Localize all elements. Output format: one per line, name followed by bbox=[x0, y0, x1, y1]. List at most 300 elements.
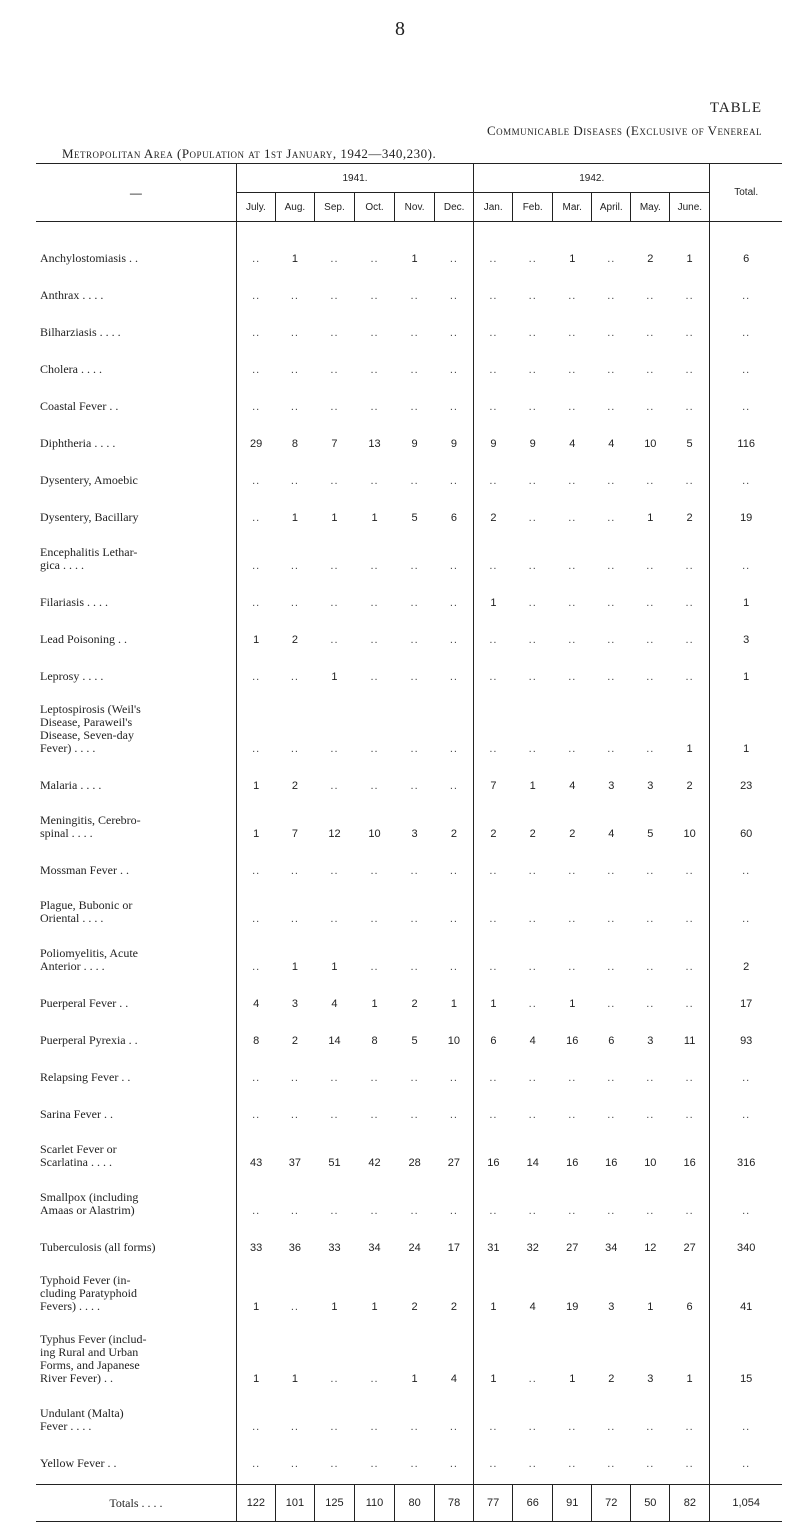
row-total: 3 bbox=[710, 613, 782, 650]
disease-name: Coastal Fever . . bbox=[40, 399, 119, 413]
month-value: .. bbox=[568, 597, 577, 609]
row-total: 23 bbox=[710, 759, 782, 796]
month-value: 6 bbox=[686, 1301, 693, 1313]
month-value: .. bbox=[474, 269, 513, 306]
month-value: .. bbox=[370, 671, 379, 683]
disease-table-wrapper bbox=[36, 163, 782, 1522]
header-month: June. bbox=[670, 193, 710, 222]
month-value: .. bbox=[607, 865, 616, 877]
month-value: .. bbox=[685, 1072, 694, 1084]
month-value: .. bbox=[330, 364, 339, 376]
month-value: .. bbox=[290, 913, 299, 925]
month-value: .. bbox=[607, 1072, 616, 1084]
disease-name: Puerperal Fever . . bbox=[40, 996, 129, 1010]
month-value: .. bbox=[370, 364, 379, 376]
disease-name: Malaria . . . . bbox=[40, 778, 102, 792]
month-value: .. bbox=[528, 1205, 537, 1217]
month-value: 4 bbox=[608, 438, 615, 450]
month-value: .. bbox=[528, 1373, 537, 1385]
month-value: .. bbox=[410, 401, 419, 413]
month-value: 1 bbox=[236, 613, 275, 650]
month-value: .. bbox=[568, 913, 577, 925]
totals-value: 66 bbox=[513, 1485, 553, 1522]
table-row bbox=[36, 576, 782, 613]
month-value: .. bbox=[290, 1109, 299, 1121]
disease-name: Bilharziasis . . . . bbox=[40, 325, 121, 339]
month-value: .. bbox=[410, 1109, 419, 1121]
month-value: 1 bbox=[371, 1301, 378, 1313]
month-value: .. bbox=[685, 1421, 694, 1433]
row-total: .. bbox=[710, 343, 782, 380]
month-value: .. bbox=[528, 961, 537, 973]
month-value: .. bbox=[474, 380, 513, 417]
month-value: .. bbox=[646, 1205, 655, 1217]
month-value: 27 bbox=[683, 1242, 696, 1254]
month-value: 2 bbox=[291, 634, 298, 646]
month-value: .. bbox=[370, 1072, 379, 1084]
table-body bbox=[36, 222, 782, 1522]
totals-value: 82 bbox=[670, 1485, 710, 1522]
month-value: .. bbox=[568, 327, 577, 339]
month-value: 1 bbox=[529, 780, 536, 792]
month-value: .. bbox=[685, 634, 694, 646]
month-value: 27 bbox=[566, 1242, 579, 1254]
month-value: .. bbox=[474, 844, 513, 881]
month-value: .. bbox=[370, 634, 379, 646]
month-value: .. bbox=[646, 961, 655, 973]
month-value: 33 bbox=[328, 1242, 341, 1254]
totals-value: 91 bbox=[553, 1485, 592, 1522]
month-value: 51 bbox=[328, 1157, 341, 1169]
month-value: .. bbox=[568, 1205, 577, 1217]
disease-name: Yellow Fever . . bbox=[40, 1456, 117, 1470]
month-value: .. bbox=[370, 290, 379, 302]
month-value: .. bbox=[449, 671, 458, 683]
month-value: 3 bbox=[647, 780, 654, 792]
month-value: .. bbox=[370, 865, 379, 877]
header-month: Jan. bbox=[474, 193, 513, 222]
month-value: .. bbox=[646, 743, 655, 755]
month-value: .. bbox=[330, 1205, 339, 1217]
month-value: 16 bbox=[474, 1125, 513, 1173]
month-value: .. bbox=[449, 780, 458, 792]
month-value: .. bbox=[330, 1373, 339, 1385]
month-value: 1 bbox=[411, 253, 418, 265]
month-value: .. bbox=[685, 1458, 694, 1470]
month-value: .. bbox=[568, 1458, 577, 1470]
table-row bbox=[36, 1014, 782, 1051]
disease-name: Encephalitis Lethar- gica . . . . bbox=[40, 545, 138, 572]
month-value: .. bbox=[646, 290, 655, 302]
month-value: 8 bbox=[371, 1035, 378, 1047]
month-value: .. bbox=[685, 401, 694, 413]
month-value: .. bbox=[449, 290, 458, 302]
month-value: .. bbox=[236, 491, 275, 528]
row-total: .. bbox=[710, 1051, 782, 1088]
month-value: .. bbox=[528, 290, 537, 302]
month-value: 1 bbox=[474, 977, 513, 1014]
row-total: .. bbox=[710, 1173, 782, 1221]
month-value: .. bbox=[370, 1205, 379, 1217]
month-value: 7 bbox=[331, 438, 338, 450]
month-value: .. bbox=[330, 253, 339, 265]
month-value: .. bbox=[370, 780, 379, 792]
row-total: .. bbox=[710, 269, 782, 306]
month-value: .. bbox=[685, 597, 694, 609]
header-stub: — bbox=[36, 164, 236, 222]
month-value: .. bbox=[449, 597, 458, 609]
month-value: .. bbox=[607, 327, 616, 339]
month-value: .. bbox=[330, 1421, 339, 1433]
disease-name: Meningitis, Cerebro- spinal . . . . bbox=[40, 813, 141, 840]
month-value: 2 bbox=[291, 780, 298, 792]
month-value: 19 bbox=[566, 1301, 579, 1313]
disease-name: Leptospirosis (Weil's Disease, Paraweil's Disease, Seven-day Fever) . . . . bbox=[40, 702, 141, 755]
month-value: .. bbox=[685, 364, 694, 376]
month-value: .. bbox=[607, 1458, 616, 1470]
month-value: 12 bbox=[644, 1242, 657, 1254]
month-value: .. bbox=[646, 998, 655, 1010]
month-value: .. bbox=[410, 364, 419, 376]
table-row bbox=[36, 528, 782, 576]
month-value: .. bbox=[474, 929, 513, 977]
month-value: .. bbox=[568, 1421, 577, 1433]
month-value: .. bbox=[607, 998, 616, 1010]
month-value: 14 bbox=[328, 1035, 341, 1047]
disease-name: Tuberculosis (all forms) bbox=[40, 1240, 156, 1254]
month-value: 5 bbox=[411, 1035, 418, 1047]
month-value: .. bbox=[568, 671, 577, 683]
month-value: .. bbox=[290, 401, 299, 413]
table-row bbox=[36, 454, 782, 491]
disease-name: Lead Poisoning . . bbox=[40, 632, 127, 646]
totals-value: 72 bbox=[592, 1485, 631, 1522]
month-value: 24 bbox=[408, 1242, 421, 1254]
row-total: .. bbox=[710, 306, 782, 343]
month-value: .. bbox=[449, 1072, 458, 1084]
month-value: 14 bbox=[526, 1157, 539, 1169]
month-value: .. bbox=[607, 253, 616, 265]
month-value: 1 bbox=[371, 998, 378, 1010]
month-value: 1 bbox=[686, 1373, 693, 1385]
month-value: .. bbox=[290, 560, 299, 572]
month-value: .. bbox=[236, 380, 275, 417]
spacer-row bbox=[36, 222, 782, 233]
row-total: 116 bbox=[710, 417, 782, 454]
table-row bbox=[36, 491, 782, 528]
table-row bbox=[36, 977, 782, 1014]
month-value: 1 bbox=[647, 512, 654, 524]
month-value: .. bbox=[528, 1109, 537, 1121]
table-row bbox=[36, 417, 782, 454]
month-value: .. bbox=[410, 475, 419, 487]
month-value: .. bbox=[474, 1173, 513, 1221]
month-value: .. bbox=[568, 634, 577, 646]
month-value: 6 bbox=[474, 1014, 513, 1051]
row-total: 60 bbox=[710, 796, 782, 844]
month-value: .. bbox=[528, 1458, 537, 1470]
month-value: .. bbox=[646, 671, 655, 683]
month-value: .. bbox=[290, 1458, 299, 1470]
month-value: .. bbox=[370, 401, 379, 413]
month-value: .. bbox=[568, 401, 577, 413]
month-value: .. bbox=[410, 327, 419, 339]
month-value: .. bbox=[449, 1421, 458, 1433]
month-value: .. bbox=[410, 1072, 419, 1084]
disease-name: Typhus Fever (includ- ing Rural and Urban Forms, and Japanese River Fever) . . bbox=[40, 1332, 147, 1385]
totals-row bbox=[36, 1485, 782, 1522]
disease-name: Dysentery, Bacillary bbox=[40, 510, 139, 524]
disease-name: Puerperal Pyrexia . . bbox=[40, 1033, 138, 1047]
row-total: 2 bbox=[710, 929, 782, 977]
row-total: .. bbox=[710, 454, 782, 491]
month-value: 1 bbox=[331, 961, 338, 973]
month-value: .. bbox=[646, 865, 655, 877]
month-value: .. bbox=[646, 913, 655, 925]
month-value: .. bbox=[568, 1072, 577, 1084]
month-value: 2 bbox=[474, 796, 513, 844]
month-value: .. bbox=[410, 913, 419, 925]
month-value: .. bbox=[330, 401, 339, 413]
totals-value: 78 bbox=[435, 1485, 474, 1522]
month-value: 2 bbox=[647, 253, 654, 265]
month-value: .. bbox=[568, 961, 577, 973]
month-value: .. bbox=[646, 1109, 655, 1121]
month-value: .. bbox=[449, 865, 458, 877]
month-value: 4 bbox=[529, 1301, 536, 1313]
month-value: 1 bbox=[331, 671, 338, 683]
month-value: 16 bbox=[683, 1157, 696, 1169]
totals-value: 125 bbox=[314, 1485, 354, 1522]
month-value: .. bbox=[290, 1301, 299, 1313]
disease-name: Leprosy . . . . bbox=[40, 669, 104, 683]
row-total: 19 bbox=[710, 491, 782, 528]
month-value: .. bbox=[474, 613, 513, 650]
grand-total: 1,054 bbox=[710, 1485, 782, 1522]
month-value: 2 bbox=[686, 780, 693, 792]
month-value: 33 bbox=[236, 1221, 275, 1258]
month-value: 13 bbox=[368, 438, 381, 450]
table-row bbox=[36, 1125, 782, 1173]
month-value: .. bbox=[568, 475, 577, 487]
month-value: .. bbox=[330, 1109, 339, 1121]
month-value: .. bbox=[685, 671, 694, 683]
month-value: .. bbox=[685, 1109, 694, 1121]
month-value: .. bbox=[290, 364, 299, 376]
month-value: .. bbox=[290, 290, 299, 302]
month-value: 4 bbox=[569, 780, 576, 792]
month-value: .. bbox=[449, 1458, 458, 1470]
month-value: .. bbox=[474, 306, 513, 343]
table-row bbox=[36, 306, 782, 343]
month-value: .. bbox=[410, 290, 419, 302]
row-total: 1 bbox=[710, 650, 782, 687]
month-value: .. bbox=[236, 929, 275, 977]
month-value: .. bbox=[449, 475, 458, 487]
month-value: .. bbox=[236, 269, 275, 306]
month-value: .. bbox=[646, 364, 655, 376]
month-value: 1 bbox=[450, 998, 457, 1010]
month-value: .. bbox=[646, 1072, 655, 1084]
month-value: .. bbox=[330, 1072, 339, 1084]
month-value: .. bbox=[410, 1458, 419, 1470]
month-value: .. bbox=[449, 961, 458, 973]
month-value: .. bbox=[290, 865, 299, 877]
row-total: .. bbox=[710, 1088, 782, 1125]
month-value: 8 bbox=[291, 438, 298, 450]
month-value: .. bbox=[236, 1051, 275, 1088]
month-value: .. bbox=[607, 475, 616, 487]
totals-label: Totals . . . . bbox=[36, 1485, 236, 1522]
month-value: 17 bbox=[447, 1242, 460, 1254]
disease-table bbox=[36, 163, 782, 1522]
month-value: 1 bbox=[569, 253, 576, 265]
month-value: 2 bbox=[474, 491, 513, 528]
row-total: 1 bbox=[710, 576, 782, 613]
month-value: 34 bbox=[368, 1242, 381, 1254]
header-month: April. bbox=[592, 193, 631, 222]
month-value: 1 bbox=[291, 961, 298, 973]
month-value: .. bbox=[236, 528, 275, 576]
month-value: .. bbox=[646, 1421, 655, 1433]
month-value: 1 bbox=[686, 743, 693, 755]
month-value: .. bbox=[236, 232, 275, 269]
disease-name: Undulant (Malta) Fever . . . . bbox=[40, 1406, 124, 1433]
month-value: 16 bbox=[605, 1157, 618, 1169]
month-value: .. bbox=[410, 1421, 419, 1433]
month-value: 1 bbox=[291, 512, 298, 524]
disease-name: Relapsing Fever . . bbox=[40, 1070, 131, 1084]
month-value: .. bbox=[410, 1205, 419, 1217]
month-value: .. bbox=[568, 865, 577, 877]
header-total: Total. bbox=[710, 164, 782, 222]
row-total: 316 bbox=[710, 1125, 782, 1173]
month-value: .. bbox=[410, 560, 419, 572]
month-value: .. bbox=[646, 475, 655, 487]
month-value: 1 bbox=[236, 1317, 275, 1389]
month-value: .. bbox=[685, 913, 694, 925]
month-value: .. bbox=[646, 597, 655, 609]
month-value: 3 bbox=[411, 828, 418, 840]
month-value: .. bbox=[528, 475, 537, 487]
month-value: 4 bbox=[331, 998, 338, 1010]
header-month: Mar. bbox=[553, 193, 592, 222]
header-month: Aug. bbox=[275, 193, 314, 222]
month-value: 1 bbox=[331, 512, 338, 524]
row-total: .. bbox=[710, 881, 782, 929]
month-value: 42 bbox=[368, 1157, 381, 1169]
month-value: 10 bbox=[368, 828, 381, 840]
month-value: .. bbox=[370, 560, 379, 572]
month-value: .. bbox=[568, 743, 577, 755]
month-value: .. bbox=[449, 364, 458, 376]
month-value: .. bbox=[607, 597, 616, 609]
month-value: .. bbox=[236, 454, 275, 491]
month-value: .. bbox=[568, 560, 577, 572]
month-value: 3 bbox=[647, 1373, 654, 1385]
month-value: .. bbox=[607, 290, 616, 302]
month-value: .. bbox=[607, 671, 616, 683]
month-value: .. bbox=[449, 913, 458, 925]
month-value: 27 bbox=[447, 1157, 460, 1169]
month-value: 6 bbox=[608, 1035, 615, 1047]
month-value: .. bbox=[474, 343, 513, 380]
month-value: 10 bbox=[644, 1157, 657, 1169]
month-value: .. bbox=[370, 1373, 379, 1385]
month-value: 34 bbox=[605, 1242, 618, 1254]
month-value: 5 bbox=[411, 512, 418, 524]
month-value: 9 bbox=[450, 438, 457, 450]
totals-value: 50 bbox=[631, 1485, 670, 1522]
month-value: .. bbox=[528, 865, 537, 877]
table-row bbox=[36, 1258, 782, 1317]
header-year-1941: 1941. bbox=[236, 164, 473, 193]
month-value: 1 bbox=[411, 1373, 418, 1385]
month-value: .. bbox=[370, 743, 379, 755]
row-total: 340 bbox=[710, 1221, 782, 1258]
month-value: 12 bbox=[328, 828, 341, 840]
month-value: 1 bbox=[291, 253, 298, 265]
month-value: .. bbox=[685, 475, 694, 487]
table-row bbox=[36, 1051, 782, 1088]
month-value: 8 bbox=[236, 1014, 275, 1051]
month-value: .. bbox=[685, 998, 694, 1010]
month-value: 16 bbox=[566, 1035, 579, 1047]
month-value: .. bbox=[370, 253, 379, 265]
month-value: .. bbox=[528, 913, 537, 925]
month-value: .. bbox=[528, 401, 537, 413]
month-value: .. bbox=[685, 290, 694, 302]
month-value: 1 bbox=[474, 1317, 513, 1389]
month-value: .. bbox=[607, 560, 616, 572]
header-month: Dec. bbox=[435, 193, 474, 222]
row-total: 1 bbox=[710, 687, 782, 759]
disease-name: Typhoid Fever (in- cluding Paratyphoid Fevers) . . . . bbox=[40, 1273, 137, 1313]
month-value: 10 bbox=[644, 438, 657, 450]
disease-name: Filariasis . . . . bbox=[40, 595, 108, 609]
month-value: .. bbox=[646, 560, 655, 572]
month-value: 2 bbox=[411, 1301, 418, 1313]
month-value: 9 bbox=[411, 438, 418, 450]
month-value: .. bbox=[528, 1421, 537, 1433]
month-value: 1 bbox=[291, 1373, 298, 1385]
row-total: .. bbox=[710, 1437, 782, 1474]
month-value: .. bbox=[410, 961, 419, 973]
table-row bbox=[36, 796, 782, 844]
row-total: 41 bbox=[710, 1258, 782, 1317]
month-value: .. bbox=[528, 634, 537, 646]
header-year-1942: 1942. bbox=[474, 164, 710, 193]
table-row bbox=[36, 1389, 782, 1437]
month-value: .. bbox=[568, 364, 577, 376]
month-value: 2 bbox=[529, 828, 536, 840]
month-value: 4 bbox=[450, 1373, 457, 1385]
month-value: 1 bbox=[236, 796, 275, 844]
month-value: .. bbox=[330, 780, 339, 792]
month-value: .. bbox=[449, 743, 458, 755]
month-value: 7 bbox=[474, 759, 513, 796]
disease-name: Smallpox (including Amaas or Alastrim) bbox=[40, 1190, 139, 1217]
month-value: .. bbox=[607, 364, 616, 376]
month-value: .. bbox=[330, 560, 339, 572]
header-month: Nov. bbox=[395, 193, 435, 222]
month-value: 2 bbox=[450, 1301, 457, 1313]
month-value: .. bbox=[568, 512, 577, 524]
row-total: 6 bbox=[710, 232, 782, 269]
month-value: 6 bbox=[450, 512, 457, 524]
month-value: 4 bbox=[569, 438, 576, 450]
table-row bbox=[36, 1173, 782, 1221]
